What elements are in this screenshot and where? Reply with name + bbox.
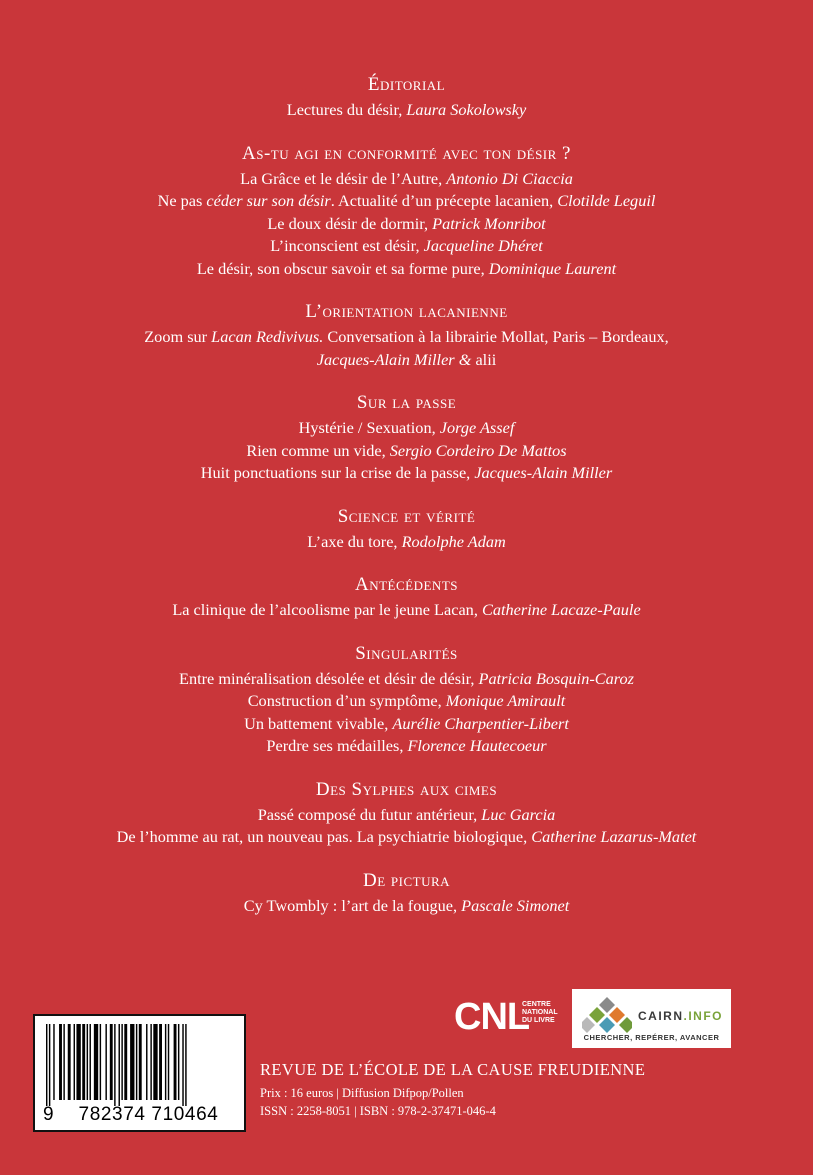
entry-author: Patricia Bosquin-Caroz [478, 668, 634, 688]
barcode-bar [105, 1024, 106, 1100]
barcode-bar [159, 1024, 162, 1100]
entry-text: Le désir, son obscur savoir et sa forme pure, [196, 258, 489, 278]
section-title: Science et vérité [337, 505, 476, 527]
toc-entry [0, 417, 813, 440]
entry-text: Passé composé du futur antérieur, [257, 804, 482, 824]
entry-author: Jacques-Alain Miller [474, 463, 613, 482]
barcode-bar [110, 1024, 113, 1100]
entry-text: La Grâce et le désir de l’Autre, [240, 168, 447, 188]
cairn-tagline: CHERCHER, REPÉRER, AVANCER [583, 1033, 720, 1042]
entry-text: Perdre ses médailles, [266, 736, 408, 755]
toc-entry [0, 599, 813, 622]
cairn-logo [572, 989, 731, 1048]
entry-author: Clotilde Leguil [557, 191, 656, 210]
entry-text: Zoom sur [144, 327, 212, 346]
entry-italic-title: Lacan Redivivus. [211, 327, 324, 346]
cairn-icon [582, 995, 632, 1033]
barcode-bar [136, 1024, 137, 1100]
toc-section [0, 390, 813, 485]
cnl-line1: CENTRE [522, 1001, 551, 1008]
toc-entry [0, 826, 813, 849]
entry-author: Jorge Assef [439, 418, 515, 437]
entry-author: Antonio Di Ciaccia [446, 168, 573, 188]
cnl-logo [454, 996, 569, 1040]
barcode-bar [94, 1024, 98, 1100]
entry-text: . Actualité d’un précepte lacanien, [330, 191, 558, 210]
price-distribution: Prix : 16 euros | Diffusion Difpop/Pollen [260, 1086, 464, 1100]
entry-text: Lectures du désir, [286, 100, 407, 119]
entry-text: Le doux désir de dormir, [267, 213, 433, 233]
toc-entry [0, 462, 813, 485]
cnl-line2: NATIONAL [522, 1009, 558, 1016]
toc-entry [0, 668, 813, 691]
toc-section [0, 504, 813, 554]
barcode-bar [130, 1024, 134, 1100]
toc-section [0, 572, 813, 622]
entry-italic-title: céder sur son désir [206, 191, 331, 210]
barcode-bar [100, 1024, 101, 1100]
entry-text: Conversation à la librairie Mollat, Paris – Bordeaux, [323, 327, 669, 346]
journal-title: REVUE DE L’ÉCOLE DE LA CAUSE FREUDIENNE [260, 1060, 646, 1079]
toc-entry [0, 213, 813, 236]
issn-isbn: ISSN : 2258-8051 | ISBN : 978-2-37471-046-4 [260, 1104, 496, 1118]
entry-text: La clinique de l’alcoolisme par le jeune Lacan, [172, 600, 482, 619]
barcode-bar [59, 1024, 62, 1100]
toc-entry [0, 531, 813, 554]
toc-section [0, 868, 813, 918]
barcode-bar [182, 1024, 183, 1106]
barcode-number: 782374 710464 [78, 1104, 219, 1125]
barcode-bar [121, 1024, 122, 1100]
entry-text: alii [471, 349, 497, 369]
barcode-bar [178, 1024, 179, 1100]
toc-section [0, 641, 813, 758]
barcode-bar [114, 1024, 115, 1106]
entry-author: Florence Hautecoeur [407, 736, 547, 755]
barcode-bar [165, 1024, 166, 1100]
entry-author: Luc Garcia [481, 804, 556, 824]
barcode-bar [68, 1024, 71, 1100]
section-title: Antécédents [355, 574, 458, 595]
barcode-bar [185, 1024, 186, 1106]
section-title: Éditorial [367, 74, 446, 95]
section-title: As-tu agi en conformité avec ton désir ? [242, 142, 571, 164]
barcode-bar [53, 1024, 54, 1100]
barcode-bar [63, 1024, 64, 1100]
entry-author: Rodolphe Adam [401, 531, 506, 551]
toc-entry [0, 326, 813, 349]
barcode-bar [46, 1024, 47, 1106]
section-title: De pictura [362, 869, 451, 891]
cnl-subtitle [522, 1001, 558, 1025]
entry-author: Jacques-Alain Miller & [316, 349, 472, 369]
barcode-bar [119, 1024, 120, 1106]
section-title: Singularités [355, 642, 458, 664]
toc-entry [0, 258, 813, 281]
entry-text: De l’homme au rat, un nouveau pas. La psychiatrie biologique, [116, 827, 532, 846]
barcode-bar [87, 1024, 88, 1100]
entry-author: Laura Sokolowsky [406, 100, 527, 119]
barcode-bar [124, 1024, 127, 1100]
entry-author: Aurélie Charpentier-Libert [392, 713, 569, 733]
entry-author: Jacqueline Dhéret [423, 236, 543, 255]
entry-text: L’axe du tore, [307, 531, 402, 551]
barcode-bar [74, 1024, 75, 1100]
barcode-bar [76, 1024, 80, 1100]
entry-author: Monique Amirault [445, 691, 566, 710]
cnl-mark: CNL [454, 996, 530, 1038]
entry-author: Catherine Lacaze-Paule [481, 600, 641, 619]
barcode-first-digit: 9 [43, 1104, 55, 1125]
toc-section [0, 299, 813, 371]
toc-entry [0, 895, 813, 918]
entry-author: Dominique Laurent [488, 258, 617, 278]
entry-text: Huit ponctuations sur la crise de la passe, [200, 463, 475, 482]
barcode-digits [35, 1104, 244, 1126]
barcode-bar [139, 1024, 142, 1100]
entry-author: Sergio Cordeiro De Mattos [389, 440, 567, 460]
entry-text: Un battement vivable, [244, 713, 393, 733]
entry-text: Rien comme un vide, [246, 440, 390, 460]
entry-text: Construction d’un symptôme, [247, 691, 446, 710]
barcode-bar [90, 1024, 91, 1100]
toc-entry [0, 690, 813, 713]
table-of-contents [0, 72, 813, 936]
entry-author: Patrick Monribot [432, 213, 546, 233]
section-title: Des Sylphes aux cimes [315, 778, 498, 800]
toc-entry [0, 713, 813, 736]
entry-author: Catherine Lazarus-Matet [531, 827, 697, 846]
barcode-bar [49, 1024, 50, 1106]
entry-text: Entre minéralisation désolée et désir de désir, [179, 668, 479, 688]
section-title: Sur la passe [356, 392, 457, 413]
barcode-bar [82, 1024, 85, 1100]
entry-author: Pascale Simonet [461, 895, 570, 915]
toc-entry [0, 735, 813, 758]
toc-entry [0, 440, 813, 463]
barcode-bars [44, 1024, 235, 1106]
toc-entry [0, 349, 813, 372]
entry-text: L’inconscient est désir, [270, 236, 424, 255]
barcode-bar [150, 1024, 151, 1100]
toc-entry [0, 804, 813, 827]
barcode-bar [174, 1024, 177, 1100]
entry-text: Cy Twombly : l’art de la fougue, [243, 895, 462, 915]
toc-section [0, 72, 813, 122]
toc-section [0, 777, 813, 849]
entry-text: Ne pas [157, 191, 207, 210]
toc-entry [0, 99, 813, 122]
barcode-bar [153, 1024, 157, 1100]
barcode-bar [146, 1024, 147, 1100]
toc-entry [0, 190, 813, 213]
entry-text: Hystérie / Sexuation, [298, 418, 440, 437]
cairn-name: CAIRN.INFO [638, 1009, 723, 1023]
barcode-bar [168, 1024, 169, 1100]
toc-section [0, 141, 813, 281]
toc-entry [0, 168, 813, 191]
toc-entry [0, 235, 813, 258]
cnl-line3: DU LIVRE [522, 1017, 555, 1024]
barcode [33, 1014, 246, 1132]
section-title: L’orientation lacanienne [305, 301, 508, 322]
